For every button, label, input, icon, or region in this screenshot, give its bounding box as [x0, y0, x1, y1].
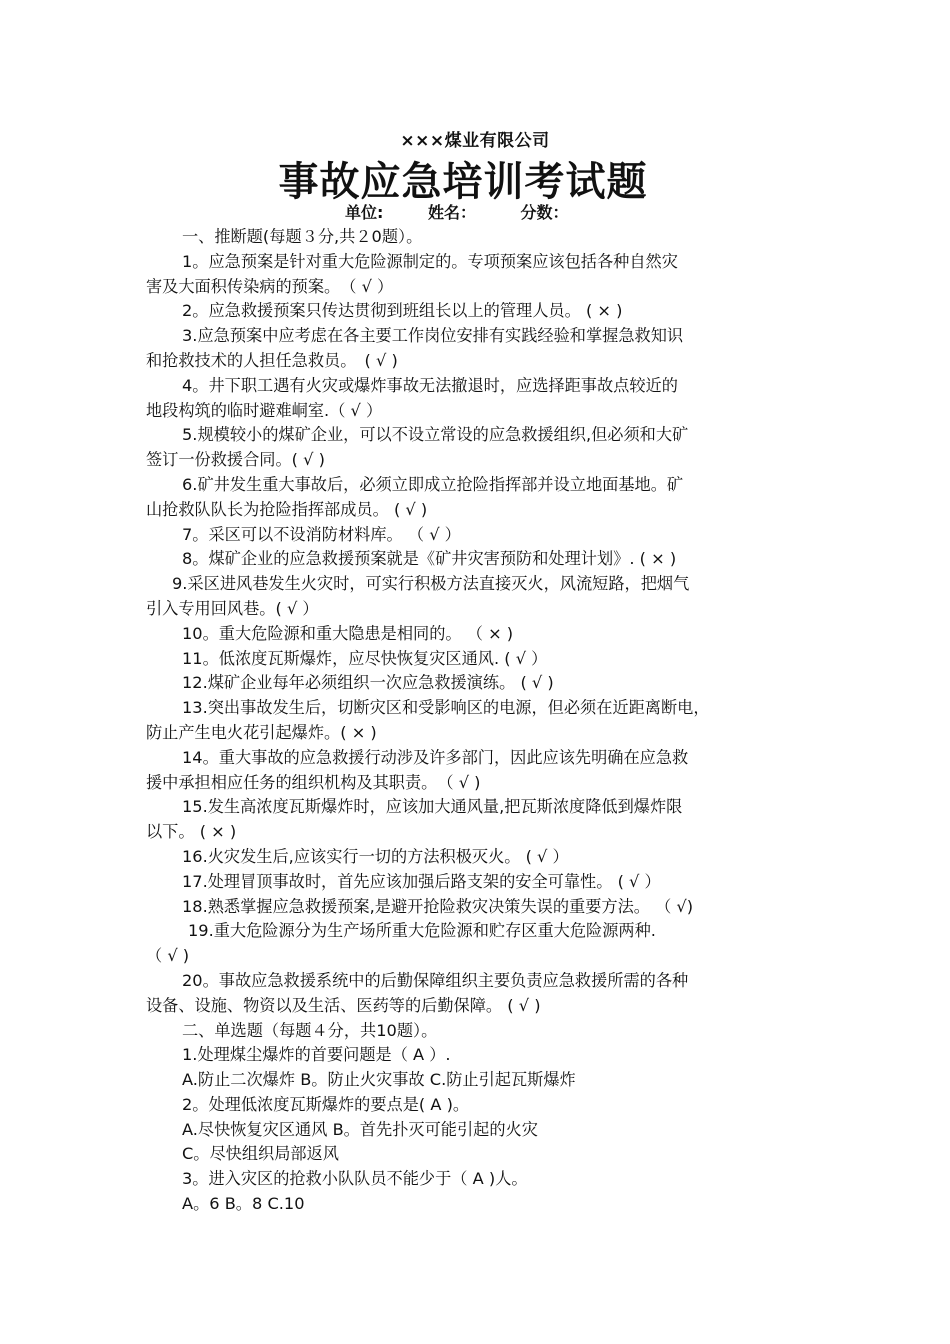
- question-line: 援中承担相应任务的组织机构及其职责。 （ √ ): [146, 772, 481, 792]
- exam-fields: [345, 200, 569, 223]
- field-name: 姓名：: [427, 203, 476, 222]
- section-heading-single-choice: 二、单选题（每题４分，共10题）。: [182, 1020, 438, 1040]
- question-line: （ √ ): [146, 946, 190, 966]
- question-line: 14。重大事故的应急救援行动涉及许多部门，因此应该先明确在应急救: [182, 747, 689, 767]
- field-score: 分数：: [520, 203, 569, 222]
- question-line: 18.熟悉掌握应急救援预案,是避开抢险救灾决策失误的重要方法。 （ √): [182, 896, 694, 916]
- question-line: 1.处理煤尘爆炸的首要问题是（ A ）.: [182, 1045, 451, 1065]
- answer-options: C。尽快组织局部返风: [182, 1144, 339, 1164]
- question-line: 害及大面积传染病的预案。 （ √ ）: [146, 276, 394, 296]
- answer-options: A。6 B。8 C.10: [182, 1194, 305, 1214]
- question-line: 1。应急预案是针对重大危险源制定的。专项预案应该包括各种自然灾: [182, 251, 678, 271]
- question-line: 5.规模较小的煤矿企业，可以不设立常设的应急救援组织,但必须和大矿: [182, 425, 689, 445]
- question-line: 20。事故应急救援系统中的后勤保障组织主要负责应急救援所需的各种: [182, 970, 689, 990]
- question-line: 2。应急救援预案只传达贯彻到班组长以上的管理人员。 ( × ): [182, 301, 623, 321]
- question-line: 签订一份救援合同。( √ ): [146, 450, 325, 470]
- question-line: 19.重大危险源分为生产场所重大危险源和贮存区重大危险源两种.: [188, 921, 656, 941]
- question-line: 17.处理冒顶事故时，首先应该加强后路支架的安全可靠性。 ( √ ）: [182, 871, 661, 891]
- question-line: 3。进入灾区的抢救小队队员不能少于（ A )人。: [182, 1169, 528, 1189]
- question-line: 16.火灾发生后,应该实行一切的方法积极灭火。 ( √ ）: [182, 846, 569, 866]
- question-line: 3.应急预案中应考虑在各主要工作岗位安排有实践经验和掌握急救知识: [182, 326, 684, 346]
- field-unit: 单位:: [345, 203, 384, 222]
- question-line: 和抢救技术的人担任急救员。 ( √ ): [146, 350, 398, 370]
- question-line: 7。采区可以不设消防材料库。 （ √ ）: [182, 524, 461, 544]
- question-line: 13.突出事故发生后，切断灾区和受影响区的电源，但必须在近距离断电，: [182, 698, 710, 718]
- question-line: 设备、设施、物资以及生活、医药等的后勤保障。 ( √ ): [146, 995, 541, 1015]
- question-line: 15.发生高浓度瓦斯爆炸时，应该加大通风量,把瓦斯浓度降低到爆炸限: [182, 797, 683, 817]
- exam-title: 事故应急培训考试题: [278, 158, 648, 205]
- answer-options: A.尽快恢复灾区通风 B。首先扑灭可能引起的火灾: [182, 1119, 538, 1139]
- question-line: 12.煤矿企业每年必须组织一次应急救援演练。 ( √ ): [182, 673, 554, 693]
- company-name: ×××煤业有限公司: [400, 131, 550, 151]
- question-line: 10。重大危险源和重大隐患是相同的。 （ × ): [182, 623, 514, 643]
- question-line: 6.矿井发生重大事故后，必须立即成立抢险指挥部并设立地面基地。矿: [182, 474, 684, 494]
- question-line: 防止产生电火花引起爆炸。( × ): [146, 722, 377, 742]
- question-line: 山抢救队队长为抢险指挥部成员。 ( √ ): [146, 499, 428, 519]
- question-line: 11。低浓度瓦斯爆炸，应尽快恢复灾区通风. ( √ ）: [182, 648, 548, 668]
- question-line: 以下。 ( × ): [146, 822, 237, 842]
- question-line: 引入专用回风巷。( √ ）: [146, 598, 319, 618]
- question-line: 4。井下职工遇有火灾或爆炸事故无法撤退时，应选择距事故点较近的: [182, 375, 678, 395]
- answer-options: A.防止二次爆炸 B。防止火灾事故 C.防止引起瓦斯爆炸: [182, 1070, 576, 1090]
- exam-body: [146, 225, 796, 1217]
- question-line: 8。煤矿企业的应急救援预案就是《矿井灾害预防和处理计划》. ( × ): [182, 549, 677, 569]
- question-line: 2。处理低浓度瓦斯爆炸的要点是( A )。: [182, 1094, 470, 1114]
- section-heading-judgement: 一、推断题(每题３分,共２0题）。: [182, 227, 423, 246]
- question-line: 9.采区进风巷发生火灾时，可实行积极方法直接灭火，风流短路，把烟气: [172, 574, 690, 594]
- question-line: 地段构筑的临时避难峒室.（ √ ）: [146, 400, 383, 420]
